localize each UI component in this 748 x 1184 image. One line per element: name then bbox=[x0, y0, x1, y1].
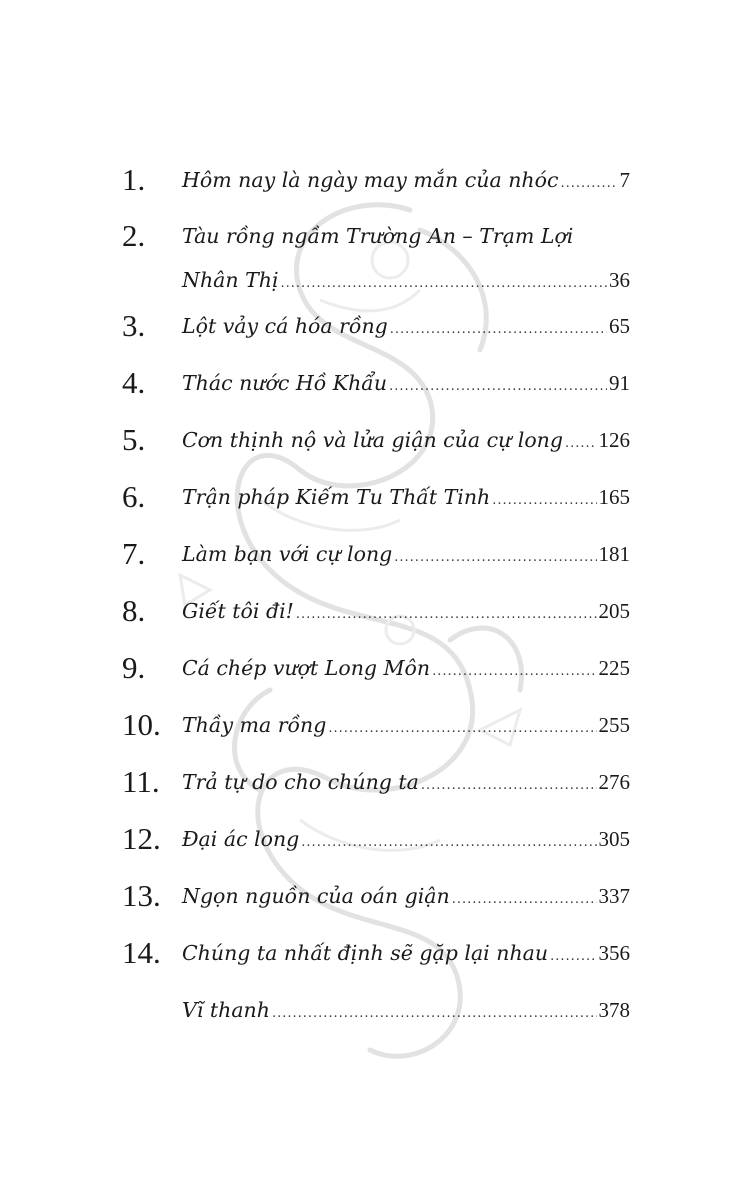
page-number: 181 bbox=[598, 542, 630, 566]
toc-entry[interactable] bbox=[122, 931, 630, 975]
page-number: 165 bbox=[598, 485, 630, 509]
toc-entry[interactable] bbox=[122, 988, 630, 1032]
chapter-number: 8. bbox=[122, 593, 146, 628]
chapter-title: Vĩ thanh bbox=[182, 998, 270, 1022]
page-number: 7 bbox=[619, 168, 630, 192]
dot-leader bbox=[492, 479, 596, 523]
page-number: 65 bbox=[609, 314, 630, 338]
chapter-title: Cá chép vượt Long Môn bbox=[182, 656, 431, 680]
dot-leader bbox=[452, 878, 597, 922]
chapter-title: Nhân Thị bbox=[182, 268, 279, 292]
toc-entry[interactable] bbox=[122, 361, 630, 405]
chapter-number: 5. bbox=[122, 422, 146, 457]
toc-entry[interactable] bbox=[122, 418, 630, 462]
chapter-number: 12. bbox=[122, 821, 161, 856]
toc-entry[interactable] bbox=[122, 703, 630, 747]
dot-leader bbox=[560, 162, 617, 206]
page-number: 205 bbox=[598, 599, 630, 623]
chapter-number: 1. bbox=[122, 162, 146, 197]
chapter-number: 9. bbox=[122, 650, 146, 685]
chapter-title: Đại ác long bbox=[182, 827, 300, 851]
dot-leader bbox=[432, 650, 596, 694]
page-number: 36 bbox=[609, 268, 630, 292]
chapter-title: Trả tự do cho chúng ta bbox=[182, 770, 419, 794]
toc-entry[interactable] bbox=[122, 646, 630, 690]
chapter-title: Giết tôi đi! bbox=[182, 599, 294, 623]
chapter-title: Ngọn nguồn của oán giận bbox=[182, 884, 450, 908]
page-number: 276 bbox=[598, 770, 630, 794]
page-number: 378 bbox=[598, 998, 630, 1022]
dot-leader bbox=[389, 365, 607, 409]
toc-entry[interactable] bbox=[122, 214, 630, 302]
page-number: 337 bbox=[598, 884, 630, 908]
page-number: 356 bbox=[598, 941, 630, 965]
chapter-title: Hôm nay là ngày may mắn của nhóc bbox=[182, 168, 559, 192]
toc-entry[interactable] bbox=[122, 532, 630, 576]
toc-entry[interactable] bbox=[122, 475, 630, 519]
chapter-title: Cơn thịnh nộ và lửa giận của cự long bbox=[182, 428, 564, 452]
page-number: 305 bbox=[598, 827, 630, 851]
dot-leader bbox=[272, 992, 597, 1036]
toc-entry[interactable] bbox=[122, 817, 630, 861]
dot-leader bbox=[390, 308, 607, 352]
toc-entry[interactable] bbox=[122, 158, 630, 202]
toc-entry[interactable] bbox=[122, 304, 630, 348]
page-number: 126 bbox=[598, 428, 630, 452]
chapter-number: 6. bbox=[122, 479, 146, 514]
chapter-title: Tàu rồng ngầm Trường An – Trạm Lợi bbox=[182, 224, 574, 248]
chapter-title: Thầy ma rồng bbox=[182, 713, 327, 737]
chapter-title: Thác nước Hồ Khẩu bbox=[182, 371, 388, 395]
page-number: 225 bbox=[598, 656, 630, 680]
dot-leader bbox=[296, 593, 597, 637]
toc-entry[interactable] bbox=[122, 874, 630, 918]
dot-leader bbox=[281, 262, 607, 306]
dot-leader bbox=[328, 707, 596, 751]
toc-entry[interactable] bbox=[122, 760, 630, 804]
chapter-number: 4. bbox=[122, 365, 146, 400]
chapter-number: 14. bbox=[122, 935, 161, 970]
chapter-title: Làm bạn với cự long bbox=[182, 542, 393, 566]
chapter-number: 10. bbox=[122, 707, 161, 742]
chapter-number: 7. bbox=[122, 536, 146, 571]
chapter-title: Chúng ta nhất định sẽ gặp lại nhau bbox=[182, 941, 549, 965]
chapter-number: 11. bbox=[122, 764, 160, 799]
chapter-title: Lột vảy cá hóa rồng bbox=[182, 314, 388, 338]
page-number: 91 bbox=[609, 371, 630, 395]
dot-leader bbox=[565, 422, 596, 466]
chapter-number: 13. bbox=[122, 878, 161, 913]
chapter-number: 3. bbox=[122, 308, 146, 343]
page-number: 255 bbox=[598, 713, 630, 737]
chapter-title: Trận pháp Kiếm Tu Thất Tinh bbox=[182, 485, 491, 509]
dot-leader bbox=[550, 935, 596, 979]
toc-entry[interactable] bbox=[122, 589, 630, 633]
chapter-number: 2. bbox=[122, 218, 146, 253]
dot-leader bbox=[394, 536, 596, 580]
dot-leader bbox=[301, 821, 596, 865]
dot-leader bbox=[421, 764, 597, 808]
